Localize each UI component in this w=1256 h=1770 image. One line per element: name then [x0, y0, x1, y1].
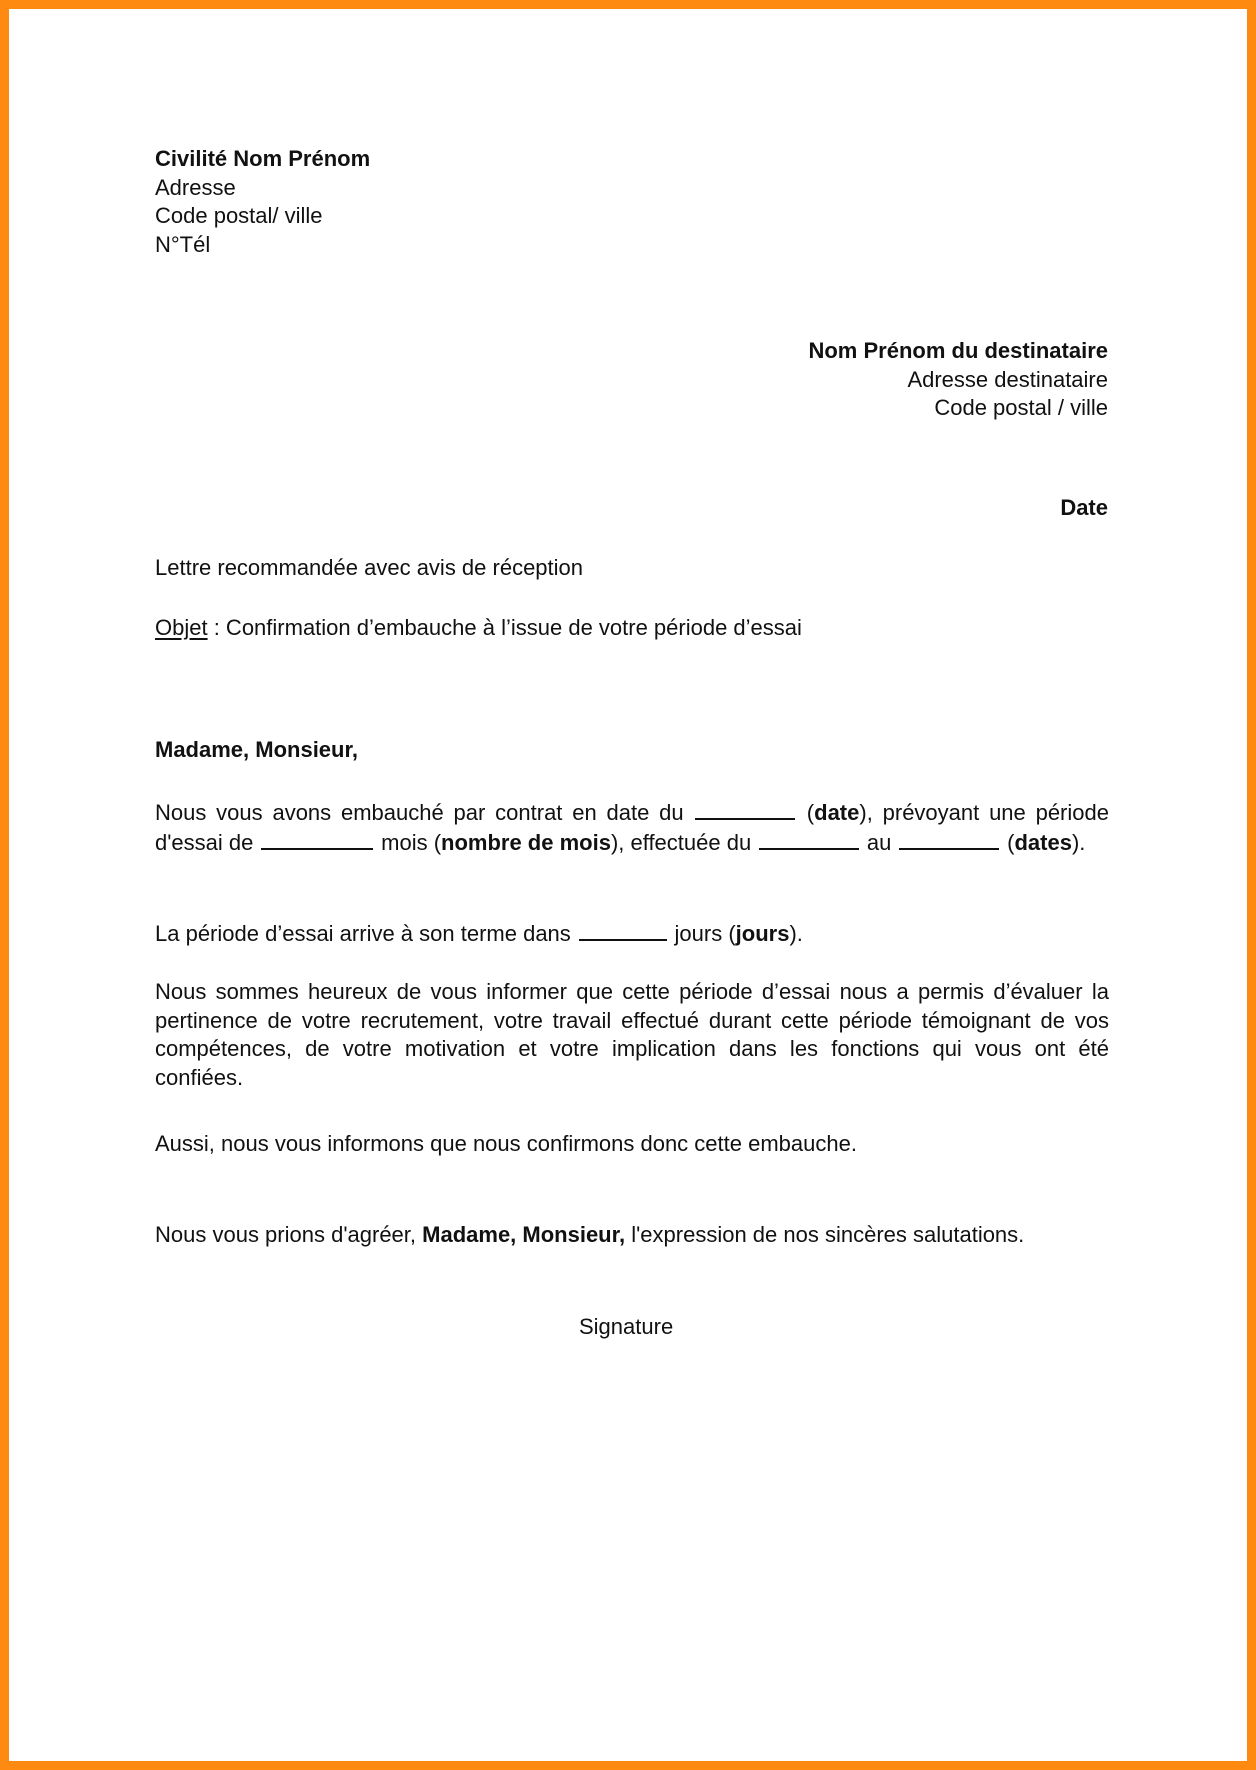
object-label: Objet: [155, 615, 208, 640]
closing-bold: Madame, Monsieur,: [422, 1222, 626, 1247]
recipient-address: Adresse destinataire: [907, 366, 1108, 392]
sender-name: Civilité Nom Prénom: [155, 146, 371, 171]
sender-phone: N°Tél: [155, 231, 211, 257]
salutation: Madame, Monsieur,: [155, 737, 358, 762]
paragraph1-part4: mois (: [375, 830, 442, 856]
blank-month-count: [261, 827, 373, 850]
blank-days-count: [579, 918, 667, 941]
sender-block: [155, 145, 575, 259]
paragraph-evaluation: Nous sommes heureux de vous informer que cette période d’essai nous a permis d’évaluer la pertinence de votre recrutement, votre travail effectué durant cette période témoignant de vos compétences, de votre motivation et votre implication dans les fonctions qui vous ont été confiées.: [155, 979, 1109, 1090]
recipient-postal-city: Code postal / ville: [934, 395, 1108, 421]
sender-postal-city: Code postal/ ville: [155, 203, 323, 229]
paragraph1-part3: ), prévoyant une période d'essai de: [155, 799, 1109, 856]
recipient-name: Nom Prénom du destinataire: [808, 338, 1108, 363]
paragraph1-bold-month-count: nombre de mois: [441, 830, 611, 856]
signature-label: Signature: [579, 1314, 674, 1339]
sender-address: Adresse: [155, 174, 236, 200]
paragraph-confirmation: Aussi, nous vous informons que nous confirmons donc cette embauche.: [155, 1131, 857, 1156]
paragraph-hiring-details: [155, 797, 1109, 858]
paragraph1-part1: Nous vous avons embauché par contrat en date du: [155, 799, 684, 825]
paragraph1-part8: ).: [1071, 830, 1086, 856]
date-label: Date: [1060, 495, 1108, 520]
paragraph1-part6: au: [860, 830, 892, 856]
paragraph2-part2: jours (: [668, 920, 736, 946]
paragraph1-part7: (: [1001, 830, 1015, 856]
blank-period-end: [899, 827, 999, 850]
recipient-block: [613, 337, 1108, 423]
paragraph1-bold-dates: dates: [1014, 830, 1072, 856]
paragraph2-bold-days: jours: [735, 920, 790, 946]
paragraph-trial-end: [155, 918, 1109, 948]
letter-type: Lettre recommandée avec avis de réception: [155, 555, 584, 580]
paragraph1-part5: ), effectuée du: [610, 830, 752, 856]
closing-line: [155, 1221, 1109, 1250]
blank-period-start: [759, 827, 859, 850]
blank-start-date: [695, 797, 795, 820]
object-text: : Confirmation d’embauche à l’issue de votre période d’essai: [207, 615, 802, 640]
object-line: [155, 614, 1055, 643]
paragraph2-part1: La période d’essai arrive à son terme dans: [155, 920, 571, 946]
closing-part2: l'expression de nos sincères salutations.: [625, 1222, 1025, 1247]
closing-part1: Nous vous prions d'agréer,: [155, 1222, 423, 1247]
paragraph2-part3: ).: [789, 920, 803, 946]
paragraph1-bold-date: date: [814, 799, 860, 825]
paragraph1-part2: (: [796, 799, 815, 825]
